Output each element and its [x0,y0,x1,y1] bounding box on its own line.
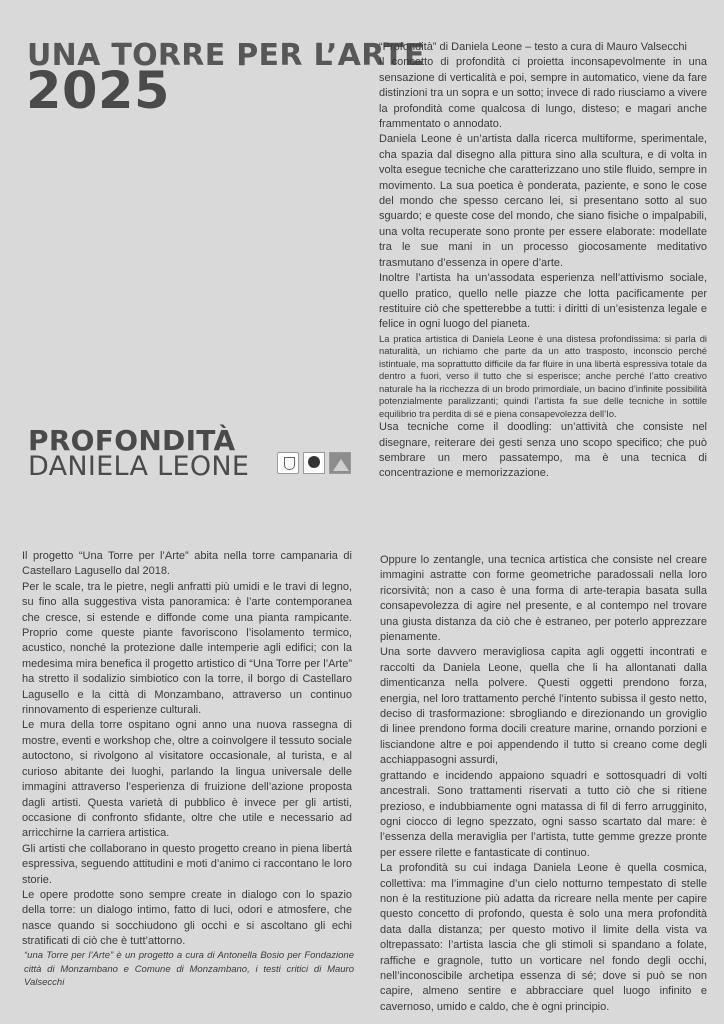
artist-name: DANIELA LEONE [28,451,250,482]
essay-paragraph: Oppure lo zentangle, una tecnica artistica che consiste nel creare immagini astratte con forme geometriche paradossali nella loro ricorsività; non a caso è una forma di arte-terapia basata sulla consapevolezza di agire nel presente, e al contempo nel trovare una giusta distanza da ciò che è estraneo, per poterlo apprezzare pienamente. [380,554,707,644]
essay-paragraph: Il concetto di profondità ci proietta inconsapevolmente in una sensazione di verticalità e poi, sempre in automatico, viene da fare distinzioni tra un sopra e un sotto; invece di rado riusciamo a vivere la profondità come qualcosa di lungo, disteso; e magari anche frammentato o annodato. [379,56,707,131]
project-paragraph: Il progetto “Una Torre per l’Arte” abita nella torre campanaria di Castellaro Lagusello dal 2018. [22,550,352,578]
project-paragraph: Per le scale, tra le pietre, negli anfratti più umidi e le travi di legno, su fino alla suggestiva vista panoramica: è l’arte contemporanea che cresce, si estende e diffonde come una pianta rampicante. Proprio come queste piante favoriscono l’isolamento termico, acustico, nonché la protezione dalle intemperie agli edifici; con la medesima mira benefica il progetto artistico di “Una Torre per l’Arte” ha stretto il sodalizio simbiotico con la torre, il borgo di Castellaro Lagusello e la città di Monzambano, attraverso un continuo rinnovamento di esperienze culturali. [22,580,352,717]
page-year: 2025 [26,62,170,121]
essay-paragraph: La pratica artistica di Daniela Leone è una distesa profondissima: si parla di naturalità, un richiamo che parte da un atto trasposto, inconscio perché istintuale, ma soprattutto difficile da far fluire in una libertà espressiva totale da dentro a fuori, verso il tutto che si esperisce; anche perché l’atto creativo naturale ha la ricchezza di un brodo primordiale, un bacino d’infinite possibilità potenzialmente paralizzanti; quindi l’artista fa sue delle tecniche in sottile equilibrio tra perdita di sé e piena consapevolezza dell’Io. [379,332,707,419]
essay-heading: “Profondità” di Daniela Leone – testo a cura di Mauro Valsecchi [379,41,687,53]
essay-paragraph: Usa tecniche come il doodling: un’attività che consiste nel disegnare, reiterare dei gesti senza uno scopo specifico; che può sembrare un mero passatempo, ma è una tecnica di concentrazione e memorizzazione. [379,421,707,480]
project-paragraph: Gli artisti che collaborano in questo progetto creano in piena libertà espressiva, seguendo attitudini e moti d’animo ci raccontano le loro storie. [22,842,352,886]
credits-note: “una Torre per l’Arte” è un progetto a cura di Antonella Bosio per Fondazione città di Monzambano e Comune di Monzambano, i testi critici di Mauro Valsecchi [24,950,354,988]
essay-paragraph: La profondità su cui indaga Daniela Leone è quella cosmica, collettiva: ma l’immagine d’un cielo notturno tempestato di stelle non è la restituzione più adatta da ricreare nella mente per capire questo concetto di profondo, questa è solo una mera profondità data dalla distanza; per questo motivo il limite della vista va oltrepassato: l’artista lascia che gli stimoli si spandano a folate, raffiche e gragnole, tutto un vorticare nel fondo degli occhi, nell’inconoscibile archetipa essenza di sé; dove si può se non capire, almeno sentire e abbracciare quel luogo infinito e cavernoso, umido e caldo, che è ogni principio. [380,862,707,1013]
essay-column-top-right [379,40,707,482]
project-paragraph: Le opere prodotte sono sempre create in dialogo con lo spazio della torre: un dialogo intimo, fatto di luci, odori e atmosfere, che nasce quando si socchiudono gli occhi e si ascoltano gli echi stratificati di ciò che è tutt’attorno. [22,888,352,948]
essay-column-bottom-right [380,553,707,1015]
circular-emblem-logo [303,452,325,474]
sponsor-logos [277,452,351,474]
page-title: UNA TORRE PER L’ARTE [27,38,425,73]
project-paragraph: Le mura della torre ospitano ogni anno una nuova rassegna di mostre, eventi e workshop che, oltre a coinvolgere il tessuto sociale autoctono, si rivolgono al visitatore occasionale, al turista, e al curioso abitante dei luoghi, parlando la lingua universale delle immagini attraverso l’esperienza di fruizione dell’azione proposta dagli artisti. Questa varietà di pubblico è invece per gli artisti, occasione di confronto sfidante, oltre che utile e necessario ad arricchirne la carriera artistica. [22,719,352,840]
essay-paragraph: Inoltre l’artista ha un’assodata esperienza nell’attivismo sociale, quello pratico, quello nelle piazze che lotta pacificamente per restituire ciò che spetterebbe a tutti: i diritti di un’esistenza legale e felice in ogni luogo del pianeta. [379,272,707,331]
essay-paragraph: Daniela Leone è un’artista dalla ricerca multiforme, sperimentale, cha spazia dal disegno alla pittura sino alla scultura, e di volta in volta esegue tecniche che caratterizzano uno stile fluido, sempre in movimento. La sua poetica è ponderata, paziente, e sono le cose del mondo che spesso cercano lei, si presentano sotto al suo sguardo; e queste cose del mondo, che siano fisiche o impalpabili, una volta recuperate sono pronte per essere elaborate: modellate tra le sue mani in un processo giocosamente meditativo trasmutano d’essenza in opere d’arte. [379,133,707,269]
project-column-bottom-left [22,549,352,950]
mountain-logo [329,452,351,474]
essay-paragraph: grattando e incidendo appaiono squadri e sottosquadri di volti ancestrali. Sono trattamenti riservati a tutto ciò che si ritiene prezioso, e indubbiamente ogni matassa di fil di ferro arrugginito, ogni ciocco di legno spezzato, ogni sasso scartato dal mare: è l’essenza della meraviglia per l’artista, tutte gemme grezze pronte per essere rilette e fantasticate di continuo. [380,769,707,859]
section-title: PROFONDITÀ [28,424,236,457]
comune-crest-logo [277,452,299,474]
essay-paragraph: Una sorte davvero meravigliosa capita agli oggetti incontrati e raccolti da Daniela Leone, quella che li ha allontanati dalla dimenticanza nella polvere. Questi oggetti prendono forza, energia, nel loro trattamento perché l’intento subissa il gesto netto, deciso di trasformazione: sbrogliando e direzionando un groviglio di linee prendono forma docili creature marine, ornando porzioni e lisciandone altre e poi appendendo il tutto si creano come degli acchiappasogni assurdi, [380,646,707,767]
